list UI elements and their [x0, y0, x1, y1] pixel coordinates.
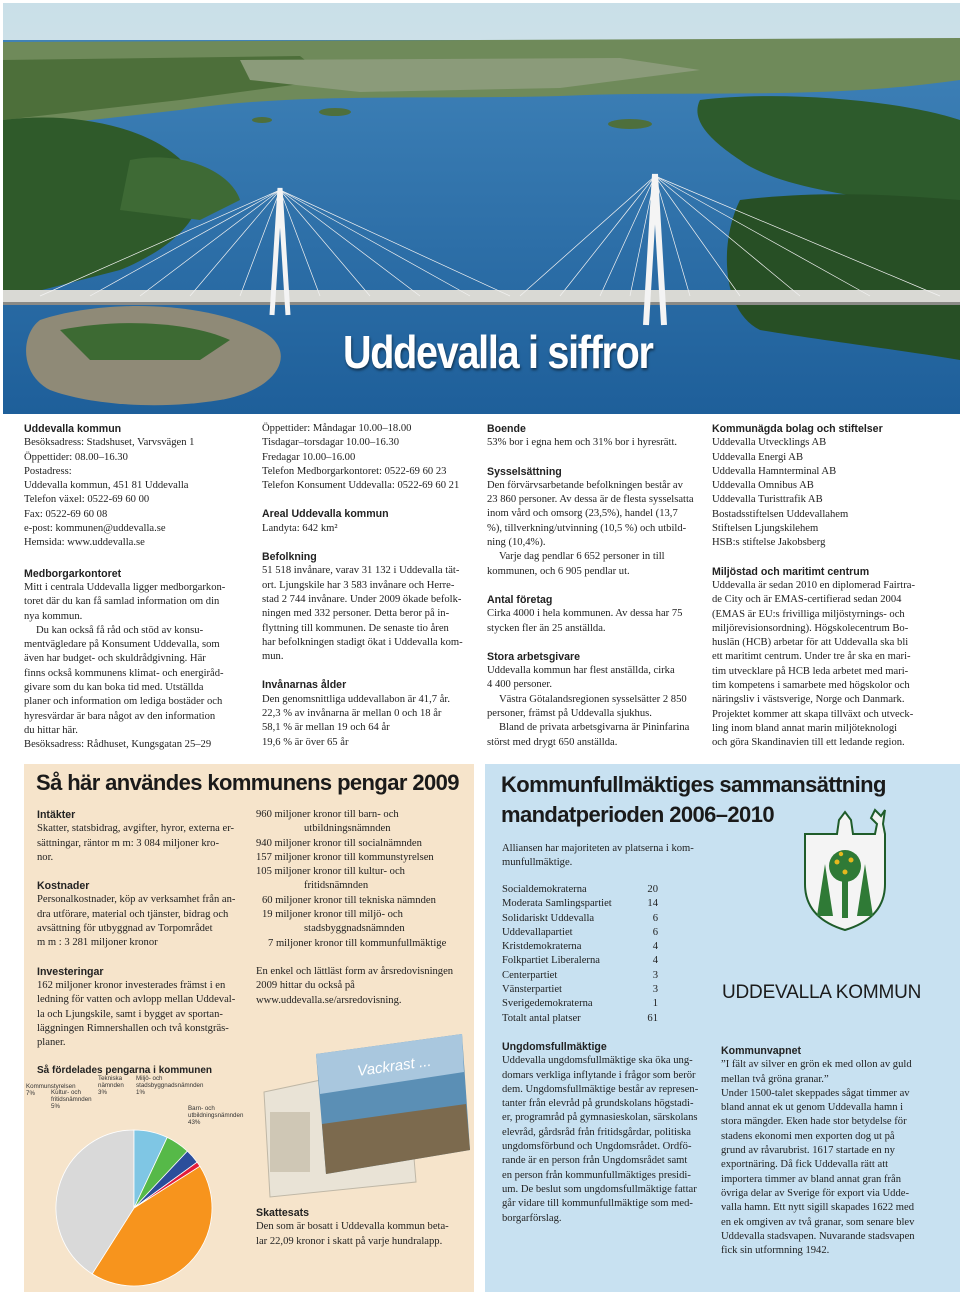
fordelning-heading: Så fördelades pengarna i kommunen	[37, 1065, 213, 1077]
text-line: du hittar här.	[24, 724, 78, 736]
text-line: ling inom bland annat marin miljöteknologi	[712, 722, 898, 734]
bolag-item: Uddevalla Hamnterminal AB	[712, 465, 837, 477]
text-line: (EMAS är EU:s frivilliga miljöstyrnings- och	[712, 608, 905, 620]
text-line: Personalkostnader, köp av verksamhet från an-	[37, 894, 236, 906]
kostnader-heading: Kostnader	[37, 880, 90, 893]
allocation-pie-chart	[24, 1074, 256, 1292]
text-line: givare som du kan boka tid med. Utställda	[24, 682, 204, 694]
party-seats: 1	[652, 998, 658, 1010]
svg-text:Kultur- ochfritidsnämnden5%: Kultur- och fritidsnämnden 5%	[51, 1089, 92, 1110]
party-seats: 4	[652, 955, 658, 967]
text-line: övriga delar av Sverige för export via Udde-	[721, 1187, 909, 1199]
text-line: en person från kommunfullmäktiges presidi-	[502, 1169, 691, 1181]
text-line: ning (10,4%).	[487, 537, 546, 549]
budget-text	[37, 808, 249, 1079]
alloc-line: utbildningsnämnden	[304, 823, 391, 835]
text-line: stora mängder. Eken hade stor betydelse för	[721, 1116, 907, 1128]
allocation-list	[256, 808, 472, 1008]
party-seats: 6	[652, 912, 658, 924]
text-line: fick sin utformning 1942.	[721, 1245, 830, 1257]
text-line: importera timmer av bland annat gran från	[721, 1173, 902, 1185]
text-line: tim kompetens i samarbete med högskolor och	[712, 680, 910, 692]
pie-label-barn: Barn- och	[188, 1105, 215, 1112]
budget-panel	[24, 764, 474, 1292]
fullmaktige-intro	[502, 842, 712, 871]
text-line: ort. Ljungskile har 3 583 invånare och Herre-	[262, 579, 455, 591]
annual-report-brochure-image	[256, 1032, 472, 1202]
text-line: valla hamn. Ett nytt sigill skapades 1622 med	[721, 1202, 915, 1214]
text-line: och göra Skandinavien till ett ledande region.	[712, 737, 905, 749]
contact-line: Fax: 0522-69 60 08	[24, 508, 108, 520]
text-line: 19,6 % är över 65 år	[262, 736, 349, 748]
text-line: toret där du kan få samlad information om din	[24, 596, 220, 608]
ungdomsfullmaktige-block	[502, 1040, 712, 1226]
text-line: kommunen, och 6 905 pendlar ut.	[487, 565, 630, 577]
text-line: dem. Ungdomsfullmäktige består av represen-	[502, 1083, 699, 1095]
arbetsgivare-heading: Stora arbetsgivare	[487, 650, 581, 663]
text-line: Den genomsnittliga uddevallabon är 41,7 år.	[262, 693, 450, 705]
party-row	[502, 897, 658, 911]
text-line: går vidare till kommunfullmäktige som med-	[502, 1198, 693, 1210]
party-name: Socialdemokraterna	[502, 884, 587, 895]
text-line: Du kan också få råd och stöd av konsu-	[36, 624, 204, 636]
text-line: stadens ekonomi men exporten dog ut på	[721, 1130, 895, 1142]
text-line: Mitt i centrala Uddevalla ligger medborgarkon-	[24, 581, 226, 593]
contact-line: Uddevalla kommun, 451 81 Uddevalla	[24, 480, 189, 492]
text-line: miljörevisionsordning). Högskolecentrum Bo-	[712, 622, 909, 634]
skattesats-block	[256, 1206, 472, 1249]
party-row	[502, 940, 658, 954]
text-line: Projektet kommer att skapa tillväxt och utveck-	[712, 708, 914, 720]
alloc-line: 105 miljoner kronor till kultur- och	[256, 866, 405, 878]
contact-line: Besöksadress: Stadshuset, Varvsvägen 1	[24, 437, 195, 449]
alloc-line: 19 miljoner kronor till miljö- och	[262, 909, 403, 921]
text-line: Telefon Medborgarkontoret: 0522-69 60 23	[262, 465, 447, 477]
text-line: borgarförslag.	[502, 1212, 562, 1224]
pie-label-ks: Kommunstyrelsen	[26, 1083, 76, 1090]
areal-heading: Areal Uddevalla kommun	[262, 508, 389, 521]
party-name: Totalt antal platser	[502, 1012, 581, 1024]
party-name: Moderata Samlingspartiet	[502, 898, 612, 910]
text-line: Skatter, statsbidrag, avgifter, hyror, externa er-	[37, 823, 235, 835]
text-line: Uddevalla är sedan 2010 en diplomerad Fairtra-	[712, 579, 915, 591]
alloc-line: 960 miljoner kronor till barn- och	[256, 809, 399, 820]
text-line: Landyta: 642 km²	[262, 522, 338, 534]
alloc-line: 7 miljoner kronor till kommunfullmäktige	[268, 937, 447, 949]
text-line: dra utförare, material och tjänster, bidrag och	[37, 908, 229, 920]
text-line: Tisdagar–torsdagar 10.00–16.30	[262, 437, 400, 449]
skattesats-heading: Skattesats	[256, 1207, 309, 1219]
alloc-line: 157 miljoner kronor till kommunstyrelsen	[256, 851, 434, 863]
text-line: mun.	[262, 651, 284, 663]
text-line: näringsliv i västsverige, Norge och Danmark.	[712, 694, 905, 706]
contact-line: Öppettider: 08.00–16.30	[24, 451, 128, 463]
text-line: störst med drygt 650 anställda.	[487, 736, 618, 748]
text-line: munfullmäktige.	[502, 857, 573, 869]
party-name: Solidariskt Uddevalla	[502, 912, 595, 924]
text-line: nor.	[37, 851, 54, 863]
party-seat-table	[502, 883, 658, 1026]
text-line: har befolkningen stadigt ökat i Uddevalla kom-	[262, 636, 463, 648]
text-line: planer.	[37, 1037, 66, 1049]
intakter-heading: Intäkter	[37, 809, 76, 821]
svg-text:Barn- ochutbildningsnämnden43%: Barn- och utbildningsnämnden 43%	[188, 1105, 244, 1126]
text-line: planer och information om lediga bostäder och	[24, 696, 223, 708]
contact-line: Postadress:	[24, 465, 72, 477]
alloc-line: fritidsnämnden	[304, 880, 369, 892]
party-name: Uddevallapartiet	[502, 926, 573, 938]
alloc-line: 940 miljoner kronor till socialnämnden	[256, 837, 422, 849]
svg-text:Miljö- ochstadsbyggnadsnämnden: Miljö- och stadsbyggnadsnämnden 1%	[136, 1075, 204, 1096]
text-line: Uddevalla stadsvapen. Nuvarande stadsvapen	[721, 1230, 915, 1242]
foretag-heading: Antal företag	[487, 593, 553, 606]
bolag-item: Uddevalla Omnibus AB	[712, 480, 814, 492]
text-line: ningen med 332 personer. Detta beror på in-	[262, 608, 450, 620]
vapnet-heading: Kommunvapnet	[721, 1045, 802, 1057]
text-line: mentvägledare på Konsument Uddevalla, som	[24, 639, 220, 651]
ungdom-heading: Ungdomsfullmäktige	[502, 1041, 607, 1053]
text-line: ungdomsförbund och Ungdomsrådet. Ordfö-	[502, 1141, 692, 1153]
party-seats: 3	[652, 984, 658, 996]
party-name: Centerpartiet	[502, 969, 558, 981]
sysselsattning-heading: Sysselsättning	[487, 465, 562, 478]
text-line: 162 miljoner kronor investerades främst i en	[37, 979, 226, 991]
party-name: Kristdemokraterna	[502, 941, 582, 953]
text-line: Den förvärvsarbetande befolkningen består av	[487, 479, 683, 491]
text-line: lar 22,09 kronor i skatt på varje hundralapp.	[256, 1235, 443, 1247]
text-line: Fredagar 10.00–16.00	[262, 451, 356, 463]
svg-text:Tekniskanämnden3%: Tekniska nämnden 3%	[98, 1075, 124, 1096]
text-line: 58,1 % är mellan 19 och 64 år	[262, 722, 390, 734]
party-seats: 20	[647, 884, 658, 895]
text-line: personer, främst på Uddevalla sjukhus.	[487, 708, 652, 720]
coat-of-arms-icon	[795, 804, 895, 932]
bolag-heading: Kommunägda bolag och stiftelser	[712, 423, 883, 435]
text-line: mellan två gröna granar.”	[721, 1073, 829, 1085]
page-title: Uddevalla i siffror	[343, 326, 653, 378]
text-line: 53% bor i egna hem och 31% bor i hyresrätt.	[487, 437, 678, 449]
text-line: 51 518 invånare, varav 31 132 i Uddevalla tät-	[262, 565, 460, 577]
mandatperiod-heading: mandatperioden 2006–2010	[501, 802, 774, 827]
text-line: stad 2 744 invånare. Under 2009 ökade befolk-	[262, 593, 462, 605]
party-seats: 4	[652, 941, 658, 953]
contact-column	[24, 422, 250, 753]
party-row	[502, 969, 658, 983]
alloc-line: 60 miljoner kronor till tekniska nämnden	[262, 894, 436, 906]
bolag-item: Bostadsstiftelsen Uddevallahem	[712, 508, 849, 520]
contact-line: Telefon växel: 0522-69 60 00	[24, 494, 150, 506]
text-line: exportnäring. Då fick Uddevalla rätt att	[721, 1159, 889, 1171]
text-line: finns också kommunens klimat- och energiråd-	[24, 667, 224, 679]
text-line: Cirka 4000 i hela kommunen. Av dessa har 75	[487, 608, 683, 620]
text-line: inom vård och omsorg (23,5%), handel (13,7	[487, 508, 678, 520]
text-line: ett maritimt centrum. Under tre år ska en mari-	[712, 651, 911, 663]
party-seats: 14	[647, 898, 658, 910]
budget-heading: Så här användes kommunens pengar 2009	[36, 770, 459, 795]
bolag-item: Stiftelsen Ljungskilehem	[712, 523, 819, 535]
text-line: bland annat ek ut genom Uddevalla hamn i	[721, 1102, 904, 1114]
brochure-title: Vackrast ...	[356, 1052, 433, 1080]
text-line: la och Ljungskile, samt i bygget av sportan-	[37, 1008, 223, 1020]
fullmaktige-panel	[485, 764, 960, 1292]
text-line: de City och är EMAS-certifierad sedan 2004	[712, 594, 902, 606]
bolag-item: HSB:s stiftelse Jakobsberg	[712, 537, 826, 549]
text-line: er, programråd på gymnasieskolan, särskolans	[502, 1112, 698, 1124]
text-line: avsättning för utbyggnad av Torpområdet	[37, 923, 213, 935]
bolag-item: Uddevalla Turisttrafik AB	[712, 494, 823, 506]
fullmaktige-heading: Kommunfullmäktiges sammansättning	[501, 772, 886, 797]
kommunvapnet-block	[721, 1044, 937, 1258]
party-row	[502, 883, 658, 897]
text-line: Besöksadress: Rådhuset, Kungsgatan 25–29	[24, 739, 212, 751]
befolkning-heading: Befolkning	[262, 551, 317, 564]
svg-text:Kommunstyrelsen7%: Kommunstyrelsen 7%	[26, 1083, 76, 1097]
party-row	[502, 912, 658, 926]
text-line: ledning för vatten och avlopp mellan Uddeval-	[37, 994, 236, 1006]
text-line: domars verkliga inflytande i frågor som berör	[502, 1069, 696, 1081]
text-line: Alliansen har majoriteten av platserna i kom-	[502, 843, 694, 854]
text-line: 4 400 personer.	[487, 679, 553, 691]
text-line: 22,3 % av invånarna är mellan 0 och 18 år	[262, 708, 442, 720]
text-line: 23 860 personer. Av dessa är de flesta sysselsatta	[487, 494, 694, 506]
party-seats: 3	[652, 969, 658, 981]
text-line: grund av råvarubrist. 1617 startade en ny	[721, 1145, 895, 1157]
text-line: Den som är bosatt i Uddevalla kommun beta-	[256, 1221, 449, 1233]
employment-column	[487, 422, 701, 750]
text-line: sättningar, räntor m m: 3 084 miljoner kro-	[37, 837, 219, 849]
text-line: stycken fler än 25 anställda.	[487, 622, 606, 634]
text-line: huslän (HCB) arbetar för att Uddevalla ska bli	[712, 637, 909, 649]
boende-heading: Boende	[487, 423, 526, 435]
text-line: flyttning till kommunen. De senaste tio åren	[262, 622, 449, 634]
text-line: tanter från elevråd på grundskolans högstadi-	[502, 1098, 694, 1110]
text-line: rande är en person från Ungdomsrådet samt	[502, 1155, 688, 1167]
text-line: En enkel och lättläst form av årsredovisningen	[256, 965, 454, 977]
text-line: nya kommun.	[24, 610, 83, 622]
kommun-heading: Uddevalla kommun	[24, 423, 122, 435]
website-link[interactable]: Hemsida: www.uddevalla.se	[24, 537, 145, 549]
text-line: m m : 3 281 miljoner kronor	[37, 937, 158, 949]
text-line: Uddevalla ungdomsfullmäktige ska öka ung-	[502, 1055, 693, 1067]
invanare-heading: Invånarnas ålder	[262, 679, 347, 692]
text-line: Varje dag pendlar 6 652 personer in till	[499, 551, 665, 563]
bolag-item: Uddevalla Utvecklings AB	[712, 437, 827, 449]
text-line: %), tillverkning/utvinning (10,5 %) och utbild-	[487, 522, 687, 534]
text-line: hyresvärdar är bara något av den information	[24, 710, 216, 722]
medborgarkontoret-heading: Medborgarkontoret	[24, 567, 122, 580]
party-row	[502, 997, 658, 1011]
party-row	[502, 926, 658, 940]
text-line: Under 1500-talet skeppades sågat timmer av	[721, 1087, 910, 1099]
text-line: en ek omgiven av två granar, som senare blev	[721, 1216, 915, 1228]
party-name: Vänsterpartiet	[502, 984, 563, 996]
population-column	[262, 422, 476, 750]
party-row	[502, 983, 658, 997]
text-line: Telefon Konsument Uddevalla: 0522-69 60 21	[262, 480, 460, 492]
text-line: även har budget- och skuldrådgivning. Här	[24, 653, 206, 665]
text-line: um. De beslut som ungdomsfullmäktige fattar	[502, 1183, 697, 1195]
miljostad-heading: Miljöstad och maritimt centrum	[712, 565, 870, 578]
pie-label-miljo: Miljö- och	[136, 1075, 163, 1082]
party-row	[502, 1012, 658, 1026]
text-line: tim utvecklare på HCB leda arbetet med mari-	[712, 665, 909, 677]
text-line: ”I fält av silver en grön ek med ollon av guld	[721, 1059, 912, 1071]
text-line: elevråd, gårdsråd från fritidsgårdar, politiska	[502, 1126, 692, 1138]
text-line: 2009 hittar du också på	[256, 980, 355, 992]
text-line: Bland de privata arbetsgivarna är Pininfarina	[499, 722, 690, 734]
text-line: Uddevalla kommun har flest anställda, cirka	[487, 665, 675, 677]
email-link[interactable]: e-post: kommunen@uddevalla.se	[24, 523, 166, 535]
arsredovisning-link[interactable]: www.uddevalla.se/arsredovisning.	[256, 994, 402, 1006]
alloc-line: stadsbyggnadsnämnden	[304, 923, 405, 935]
party-row	[502, 954, 658, 968]
text-line: Öppettider: Måndagar 10.00–18.00	[262, 423, 412, 434]
pie-label-kultur: Kultur- och	[51, 1089, 81, 1096]
companies-column	[712, 422, 938, 751]
party-seats: 61	[647, 1012, 658, 1024]
investeringar-heading: Investeringar	[37, 965, 104, 978]
party-name: Folkpartiet Liberalerna	[502, 955, 600, 967]
party-name: Sverigedemokraterna	[502, 998, 593, 1010]
pie-label-teknik: Tekniska	[98, 1075, 123, 1082]
kommun-logo-text: UDDEVALLA KOMMUN	[722, 982, 922, 1003]
text-line: läggningen Rimnershallen och två konstgräs-	[37, 1022, 229, 1034]
text-line: Västra Götalandsregionen sysselsätter 2 850	[499, 693, 687, 705]
party-seats: 6	[652, 926, 658, 938]
bolag-item: Uddevalla Energi AB	[712, 451, 804, 463]
